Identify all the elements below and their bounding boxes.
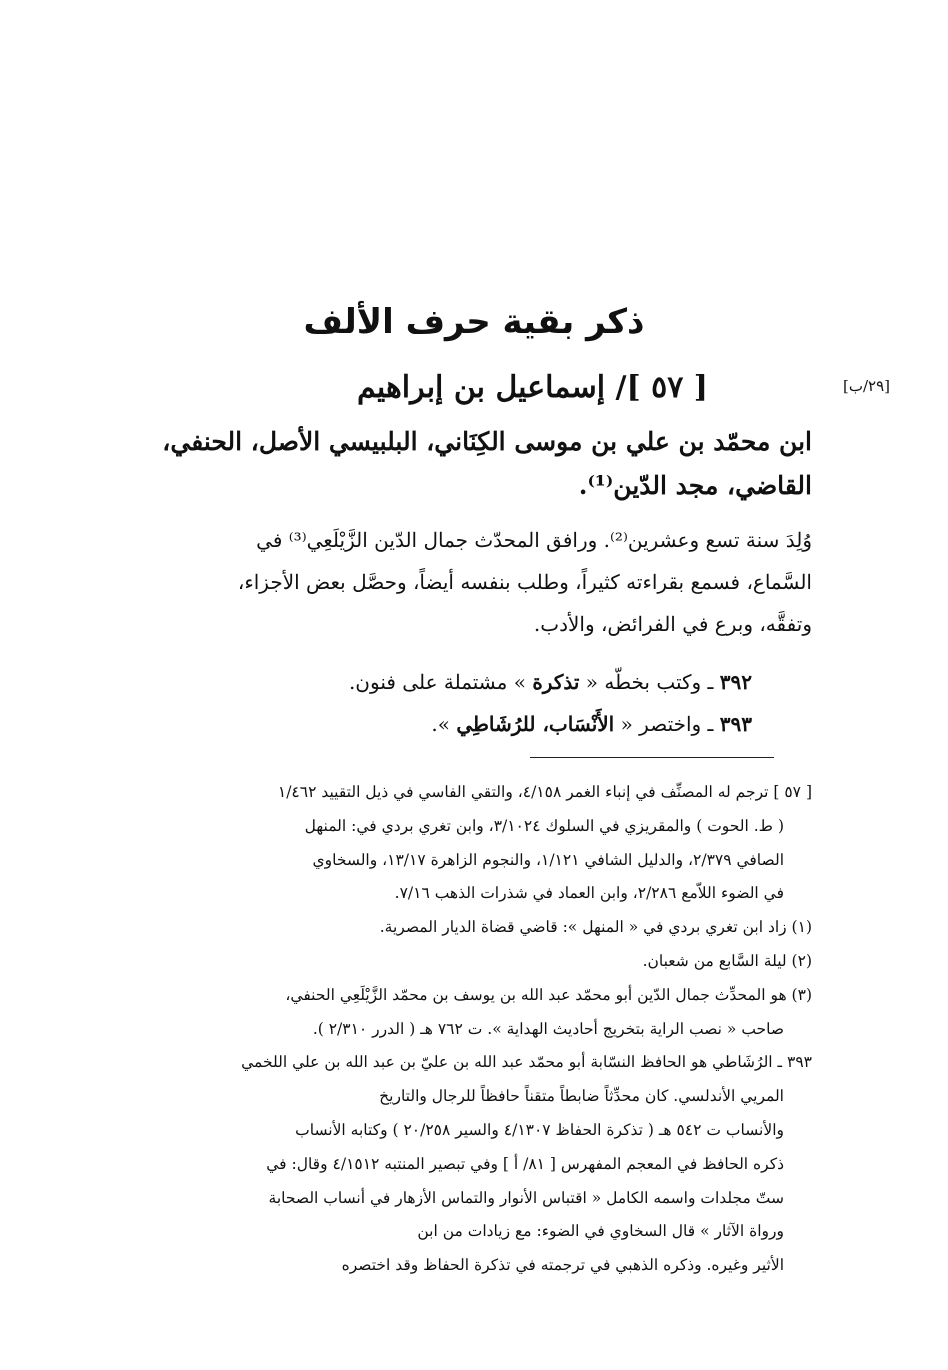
footnote-line: ذكره الحافظ في المعجم المفهرس [ ٨١/ أ ] وفي تبصير المنتبه ٤/١٥١٢ وقال: في xyxy=(266,1154,784,1173)
body-line: السَّماع، فسمع بقراءته كثيراً، وطلب بنفسه أيضاً، وحصَّل بعض الأجزاء، xyxy=(237,570,812,594)
work-title: الأَنْسَاب، للرُشَاطِي xyxy=(456,712,615,736)
footnote-line: في الضوء اللاّمع ٢/٢٨٦، وابن العماد في شذرات الذهب ٧/١٦. xyxy=(394,884,784,903)
footnote-line: (١) زاد ابن تغري بردي في « المنهل »: قاضي قضاة الديار المصرية. xyxy=(379,918,812,937)
footnote-line: (٣) هو المحدِّث جمال الدّين أبو محمّد عبد الله بن يوسف بن محمّد الزَّيْلَعِي الحنفي، xyxy=(285,985,812,1004)
work-text: ـ وكتب بخطّه « xyxy=(579,670,714,694)
footnote-line: صاحب « نصب الراية بتخريج أحاديث الهداية ». ت ٧٦٢ هـ ( الدرر ٢/٣١٠ ). xyxy=(312,1019,784,1038)
footnote-line: (٢) ليلة السَّابع من شعبان. xyxy=(642,952,812,970)
work-number: ٣٩٣ xyxy=(719,712,752,736)
footnote-line: ( ط. الحوت ) والمقريزي في السلوك ٣/١٠٢٤، وابن تغري بردي في: المنهل xyxy=(304,816,784,835)
work-number: ٣٩٢ xyxy=(719,670,752,694)
footnote-line: والأنساب ت ٥٤٢ هـ ( تذكرة الحفاظ ٤/١٣٠٧ والسير ٢٠/٢٥٨ ) وكتابه الأنساب xyxy=(295,1121,784,1139)
footnote-line: ٣٩٣ ـ الرُشَاطي هو الحافظ النسّابة أبو محمّد عبد الله بن عليّ بن عبد الله بن علي اللخمي xyxy=(241,1053,812,1072)
work-item xyxy=(349,662,752,702)
section-title: ذكر بقية حرف الألف xyxy=(303,302,645,342)
bio-line: ابن محمّد بن علي بن موسى الكِنَاني، البلبيسي الأصل، الحنفي، xyxy=(162,427,812,456)
work-text: ـ واختصر « xyxy=(614,712,714,736)
work-item xyxy=(431,704,752,744)
body-line: وتفقَّه، وبرع في الفرائض، والأدب. xyxy=(533,612,812,636)
footnote-line: الصافي ٢/٣٧٩، والدليل الشافي ١/١٢١، والنجوم الزاهرة ١٣/١٧، والسخاوي xyxy=(312,850,784,869)
work-title: تذكرة xyxy=(532,670,580,694)
footnote-line: المريي الأندلسي. كان محدِّثاً ضابطاً متقناً حافظاً للرجال والتاريخ xyxy=(379,1087,784,1106)
body-line: وُلِدَ سنة تسع وعشرين⁽²⁾. ورافق المحدّث جمال الدّين الزَّيْلَعِي⁽³⁾ في xyxy=(256,528,812,552)
bio-line: القاضي، مجد الدّين⁽¹⁾. xyxy=(578,471,812,500)
footnote-divider xyxy=(530,757,774,758)
margin-folio-note: [٢٩/ب] xyxy=(842,377,890,395)
work-rest: ». xyxy=(431,712,457,736)
footnote-line: ستّ مجلدات واسمه الكامل « اقتباس الأنوار والتماس الأزهار في أنساب الصحابة xyxy=(268,1188,784,1207)
work-rest: » مشتملة على فنون. xyxy=(348,670,533,694)
entry-heading: [ ٥٧ ]/ إسماعيل بن إبراهيم xyxy=(356,370,708,405)
footnote-line: [ ٥٧ ] ترجم له المصنِّف في إنباء الغمر ٤/١٥٨، والتقي الفاسي في ذيل التقييد ١/٤٦٢ xyxy=(277,783,812,801)
footnote-line: الأثير وغيره. وذكره الذهبي في ترجمته في تذكرة الحفاظ وقد اختصره xyxy=(341,1256,784,1275)
footnote-line: ورواة الآثار » قال السخاوي في الضوء: مع زيادات من ابن xyxy=(417,1222,784,1241)
